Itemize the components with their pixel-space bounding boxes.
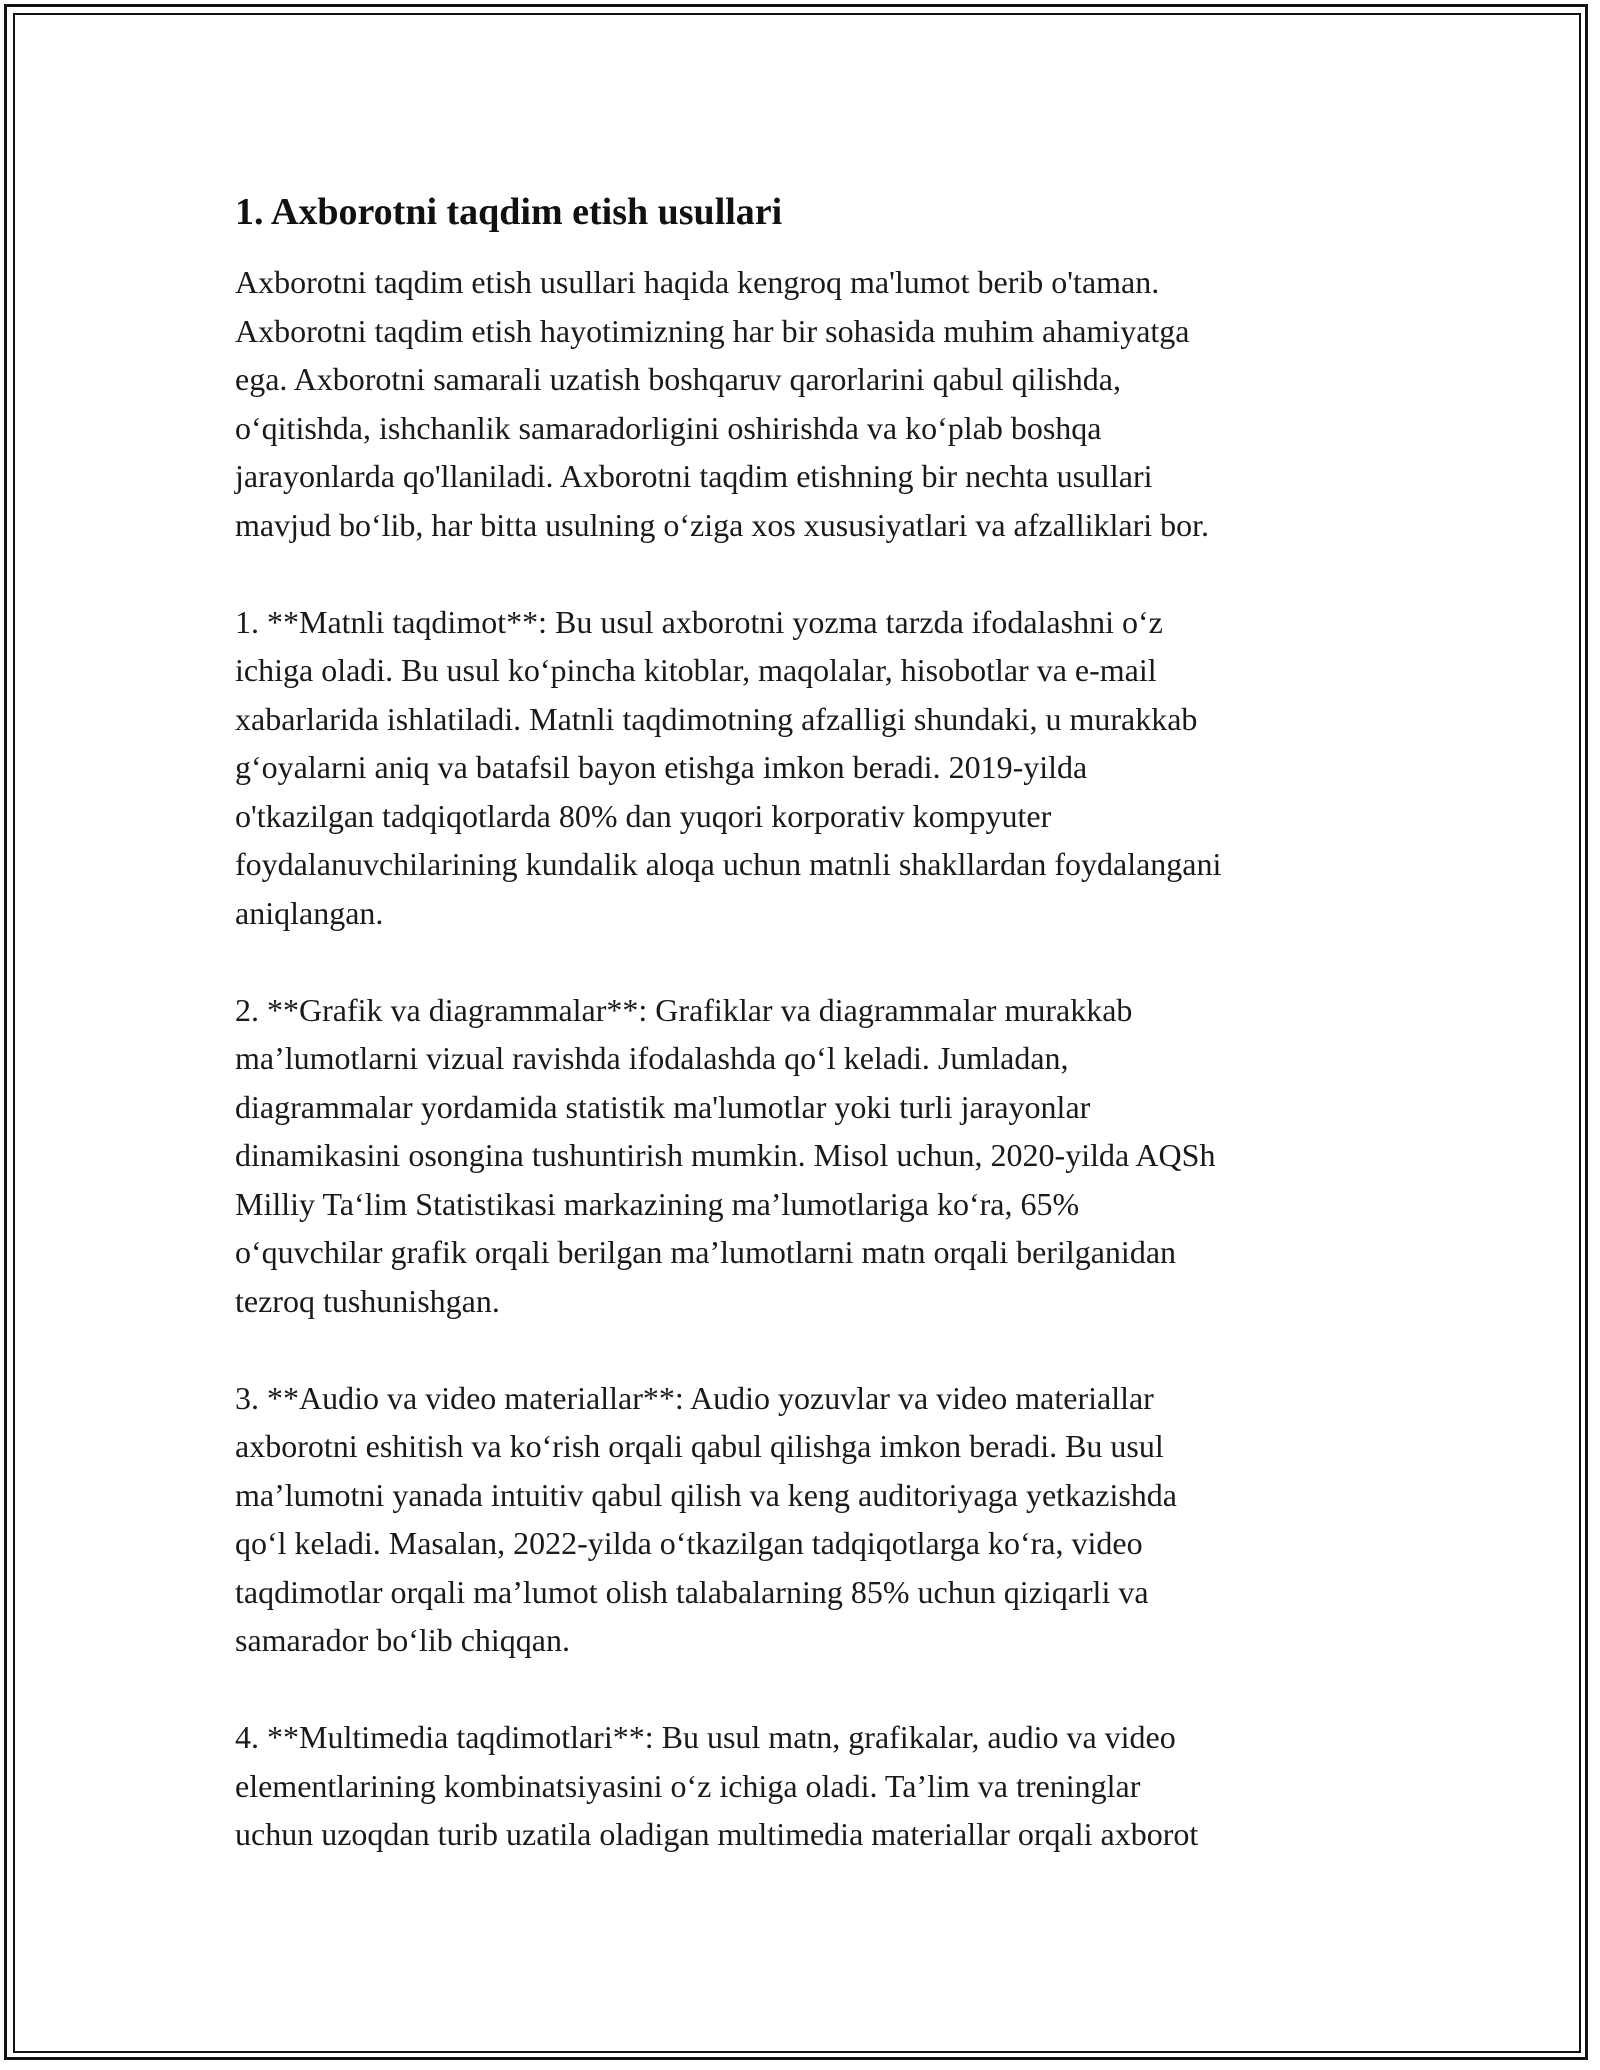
paragraph-item-4 [235, 1713, 1375, 1859]
paragraph-intro [235, 258, 1375, 549]
text-line: uchun uzoqdan turib uzatila oladigan multimedia materiallar orqali axborot [235, 1816, 1199, 1852]
text-line: o‘qitishda, ishchanlik samaradorligini oshirishda va ko‘plab boshqa [235, 409, 1102, 446]
text-line: xabarlarida ishlatiladi. Matnli taqdimotning afzalligi shundaki, u murakkab [235, 700, 1198, 737]
text-line: Milliy Ta‘lim Statistikasi markazining ma’lumotlariga ko‘ra, 65% [235, 1185, 1080, 1222]
text-line: tezroq tushunishgan. [235, 1282, 500, 1319]
paragraph-item-1 [235, 598, 1375, 938]
text-line: g‘oyalarni aniq va batafsil bayon etishga imkon beradi. 2019-yilda [235, 749, 1088, 785]
text-line: o'tkazilgan tadqiqotlarda 80% dan yuqori korporativ kompyuter [235, 797, 1052, 834]
section-heading: 1. Axborotni taqdim etish usullari [235, 191, 783, 233]
paragraph-item-3 [235, 1374, 1375, 1665]
text-line: jarayonlarda qo'llaniladi. Axborotni taqdim etishning bir nechta usullari [235, 458, 1153, 494]
text-line: ma’lumotni yanada intuitiv qabul qilish va keng auditoriyaga yetkazishda [235, 1476, 1177, 1513]
text-line: samarador bo‘lib chiqqan. [235, 1622, 570, 1658]
text-line: 3. **Audio va video materiallar**: Audio yozuvlar va video materiallar [235, 1379, 1154, 1416]
text-line: ma’lumotlarni vizual ravishda ifodalashda qo‘l keladi. Jumladan, [235, 1040, 1069, 1076]
text-line: o‘quvchilar grafik orqali berilgan ma’lumotlarni matn orqali berilganidan [235, 1234, 1177, 1270]
text-line: axborotni eshitish va ko‘rish orqali qabul qilishga imkon beradi. Bu usul [235, 1428, 1164, 1464]
text-line: 2. **Grafik va diagrammalar**: Grafiklar va diagrammalar murakkab [235, 991, 1133, 1028]
text-line: Axborotni taqdim etish hayotimizning har bir sohasida muhim ahamiyatga [235, 312, 1190, 349]
text-line: qo‘l keladi. Masalan, 2022-yilda o‘tkazilgan tadqiqotlarga ko‘ra, video [235, 1525, 1143, 1561]
text-line: mavjud bo‘lib, har bitta usulning o‘ziga xos xususiyatlari va afzalliklari bor. [235, 506, 1209, 543]
paragraph-item-2 [235, 986, 1375, 1326]
text-line: 4. **Multimedia taqdimotlari**: Bu usul matn, grafikalar, audio va video [235, 1719, 1176, 1755]
text-line: foydalanuvchilarining kundalik aloqa uchun matnli shakllardan foydalangani [235, 846, 1222, 882]
text-line: 1. **Matnli taqdimot**: Bu usul axborotni yozma tarzda ifodalashni o‘z [235, 603, 1163, 640]
text-line: dinamikasini osongina tushuntirish mumkin. Misol uchun, 2020-yilda AQSh [235, 1137, 1216, 1173]
document-body [235, 188, 1375, 1907]
text-line: ichiga oladi. Bu usul ko‘pincha kitoblar, maqolalar, hisobotlar va e-mail [235, 652, 1157, 688]
text-line: elementlarining kombinatsiyasini o‘z ichiga oladi. Ta’lim va treninglar [235, 1767, 1141, 1804]
text-line: Axborotni taqdim etish usullari haqida kengroq ma'lumot berib o'taman. [235, 264, 1160, 300]
text-line: ega. Axborotni samarali uzatish boshqaruv qarorlarini qabul qilishda, [235, 361, 1121, 397]
text-line: aniqlangan. [235, 894, 384, 931]
text-line: taqdimotlar orqali ma’lumot olish talabalarning 85% uchun qiziqarli va [235, 1573, 1149, 1610]
text-line: diagrammalar yordamida statistik ma'lumotlar yoki turli jarayonlar [235, 1088, 1091, 1125]
